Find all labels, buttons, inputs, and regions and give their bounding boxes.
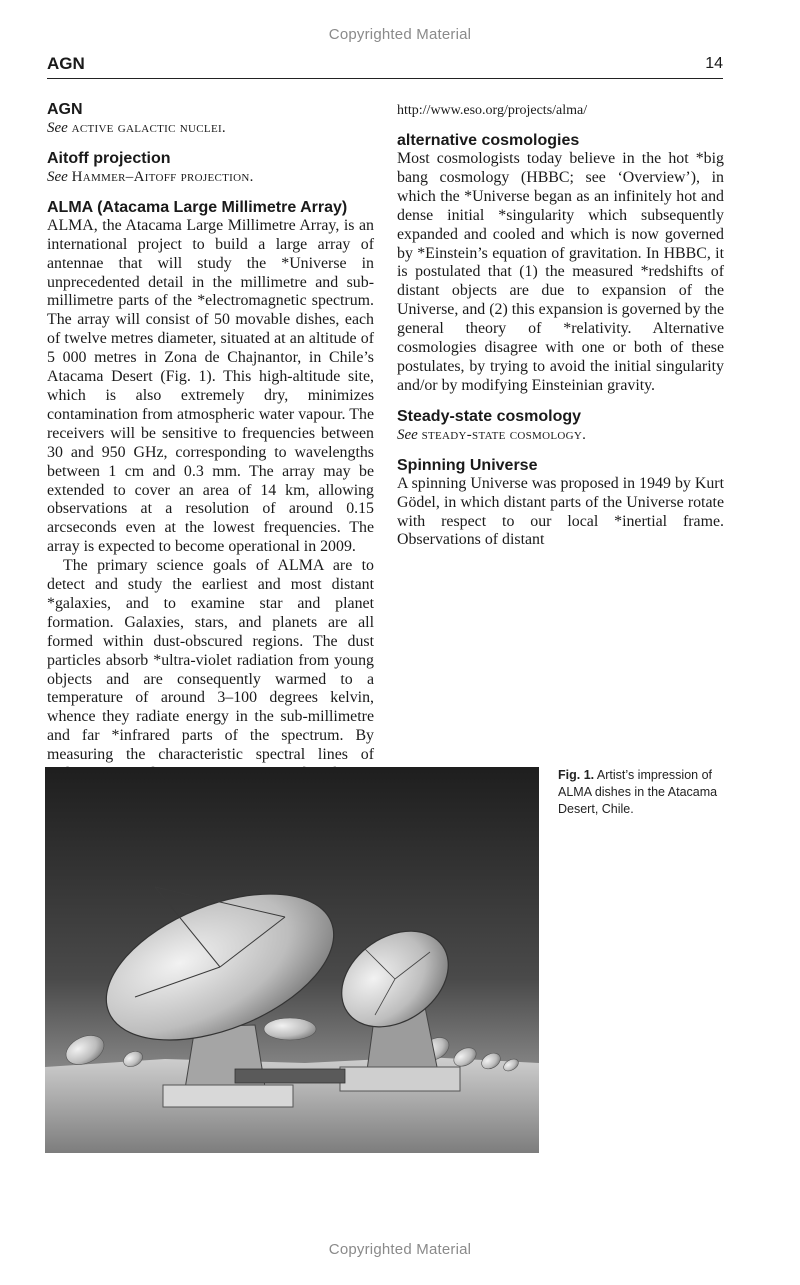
alma-paragraph-2: The primary science goals of ALMA are to detect and study the earliest and most distant *galaxies, and to examine star and planet formation. Galaxies, stars, and planets are all formed within dust-obscured regions. The dust particles absorb *ultra-violet radiation from young objects and are consequently warmed to a temperature of around 3–100 degrees kelvin, whence they radiate energy in the sub-millimetre and far *infrared parts of the spectrum. By measuring the characteristic spectral lines of — [47, 557, 374, 764]
watermark-bottom: Copyrighted Material — [328, 1241, 472, 1258]
see-label: See — [47, 168, 68, 185]
figure-alma-dishes — [45, 767, 539, 1153]
see-target[interactable]: Hammer–Aitoff projection. — [71, 168, 254, 185]
page-number: 14 — [705, 55, 723, 72]
headword: AGN — [47, 101, 83, 118]
entry-agn — [47, 100, 374, 138]
running-head — [47, 54, 723, 79]
alternative-cosmologies-text: Most cosmologists today believe in the hot *big bang cosmology (HBBC; see ‘Overview’), in which the *Universe began as an infinitely hot and dense initial *singularity which subsequently expanded and cooled and which is now governed by *Einstein’s equation of gravitation. In HBBC, it is postulated that (1) the measured *redshifts of distant objects are due to expansion of the Universe, and (2) this expansion is governed by the general theory of *relativity. Alternative cosmologies disagree with one or both of these postulates, by trying to avoid the initial singularity and/or by modifying Einsteinian gravity. — [397, 150, 725, 394]
headword: ALMA (Atacama Large Millimetre Array) — [47, 198, 348, 216]
right-column — [397, 102, 724, 561]
figure-label: Fig. 1. — [558, 768, 595, 782]
alma-paragraph-1: ALMA, the Atacama Large Millimetre Array, is an international project to build a large array of antennae that will study the *Universe in unprecedented detail in the millimetre and sub-millimetre parts of the *electromagnetic spectrum. The array will consist of 50 movable dishes, each of twelve metres diameter, situated at an altitude of 5 000 metres in Zona de Chajnantor, in Chile’s Atacama Desert (Fig. 1). This high-altitude site, which is also extremely dry, minimizes contamination from atmospheric water vapour. The receivers will be sensitive to frequencies between 30 and 950 GHz, corresponding to wavelengths between 1 cm and 0.3 mm. The array may be extended to cover an area of 14 km, allowing observations at a resolution of around 0.15 arcseconds even at the lowest frequencies. The array is expected to become operational in 2009. — [47, 216, 374, 556]
cross-reference — [397, 426, 724, 445]
middle-dish — [264, 1018, 316, 1040]
watermark-top: Copyrighted Material — [328, 26, 472, 43]
see-label: See — [47, 120, 68, 136]
alma-url[interactable]: http://www.eso.org/projects/alma/ — [397, 103, 588, 118]
transporter — [235, 1069, 345, 1083]
see-target[interactable]: steady-state cosmology. — [421, 426, 587, 443]
spinning-universe-text: A spinning Universe was proposed in 1949 by Kurt Gödel, in which distant parts of the Universe rotate with respect to our local *inertial frame. Observations of distant — [397, 474, 724, 549]
see-label: See — [397, 426, 418, 443]
entry-aitoff — [47, 149, 374, 187]
cross-reference — [47, 119, 374, 138]
entry-spinning-universe — [397, 456, 724, 551]
entry-alma — [47, 198, 374, 803]
entry-steady-state — [397, 407, 724, 445]
alma-illustration — [45, 767, 539, 1153]
running-head-word: AGN — [47, 54, 85, 73]
headword: alternative cosmologies — [397, 132, 580, 149]
headword: Spinning Universe — [397, 456, 538, 474]
see-target[interactable]: active galactic nuclei. — [71, 120, 226, 136]
headword: Steady-state cosmology — [397, 407, 582, 425]
figure-caption — [558, 767, 730, 818]
headword: Aitoff projection — [47, 149, 171, 167]
entry-alternative-cosmologies — [397, 131, 724, 396]
figure-caption-text: Artist’s impression of ALMA dishes in the Atacama Desert, Chile. — [558, 768, 718, 816]
left-column — [47, 100, 374, 814]
cross-reference — [47, 168, 374, 187]
